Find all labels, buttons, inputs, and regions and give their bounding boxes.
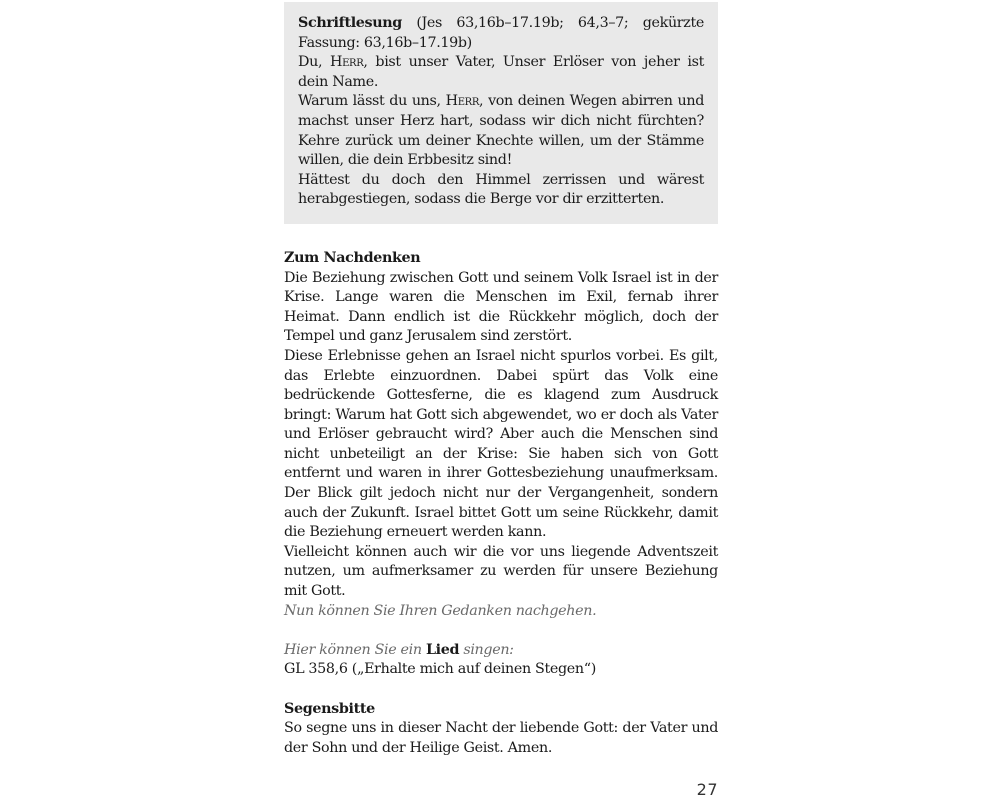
lord-smallcaps: Herr <box>445 93 480 110</box>
reflection-title: Zum Nachdenken <box>284 249 421 266</box>
reading-verse-3: Hättest du doch den Himmel zerrissen und wärest herabgestiegen, sodass die Berge vor dir erzitterten. <box>298 171 704 208</box>
reading-text: , von deinen Wegen abirren und machst unser Herz hart, sodass wir dich nicht fürchten? Kehre zurück um deiner Knechte willen, um der Stämme willen, die dein Erbbesitz sind! <box>298 93 704 169</box>
song-label: Lied <box>425 641 460 658</box>
song-intro <box>284 641 718 661</box>
reading-text: , bist unser Vater, Unser Erlöser von jeher ist dein Name. <box>298 54 704 90</box>
reflection-paragraph-3: Vielleicht können auch wir die vor uns liegende Adventszeit nutzen, um aufmerksamer zu werden für unsere Beziehung mit Gott. <box>284 543 718 600</box>
reading-verse-1 <box>298 53 704 92</box>
reflection-instruction: Nun können Sie Ihren Gedanken nachgehen. <box>284 602 597 619</box>
reflection-section <box>284 249 718 758</box>
page-number: 27 <box>696 780 718 799</box>
reading-reference: (Jes 63,16b–17.19b; 64,3–7; gekürzte Fassung: 63,16b–17.19b) <box>298 15 704 51</box>
lord-smallcaps: Herr <box>329 54 364 71</box>
spacer <box>284 680 718 700</box>
blessing-text: So segne uns in dieser Nacht der liebende Gott: der Vater und der Sohn und der Heilige Geist. Amen. <box>284 720 718 756</box>
reading-text: Du, <box>298 54 330 71</box>
spacer <box>284 621 718 641</box>
reading-title: Schriftlesung <box>298 15 402 31</box>
reflection-paragraph-1: Die Beziehung zwischen Gott und seinem Volk Israel ist in der Krise. Lange waren die Menschen im Exil, fernab ihrer Heimat. Dann endlich ist die Rückkehr möglich, doch der Tempel und ganz Jerusalem sind zerstört. <box>284 269 718 345</box>
scripture-reading-box <box>284 2 718 224</box>
song-intro-text: singen: <box>459 641 514 658</box>
reflection-paragraph-2: Diese Erlebnisse gehen an Israel nicht spurlos vorbei. Es gilt, das Erlebte einzuordnen. Dabei spürt das Volk eine bedrückende Gottesferne, die es klagend zum Ausdruck bringt: Warum hat Gott sich abgewendet, wo er doch als Vater und Erlöser gebraucht wird? Aber auch die Menschen sind nicht unbeteiligt an der Krise: Sie haben sich von Gott entfernt und waren in ihrer Gottesbeziehung unaufmerksam. Der Blick gilt jedoch nicht nur der Vergangenheit, sondern auch der Zukunft. Israel bittet Gott um seine Rückkehr, damit die Beziehung erneuert werden kann. <box>284 347 718 541</box>
song-reference: GL 358,6 („Erhalte mich auf deinen Stegen“) <box>284 661 596 678</box>
song-intro-text: Hier können Sie ein <box>284 641 426 658</box>
page-content <box>284 0 718 758</box>
reading-verse-2 <box>298 92 704 170</box>
reading-heading-line <box>298 14 704 53</box>
blessing-title: Segensbitte <box>284 700 375 717</box>
reading-text: Warum lässt du uns, <box>298 93 446 110</box>
